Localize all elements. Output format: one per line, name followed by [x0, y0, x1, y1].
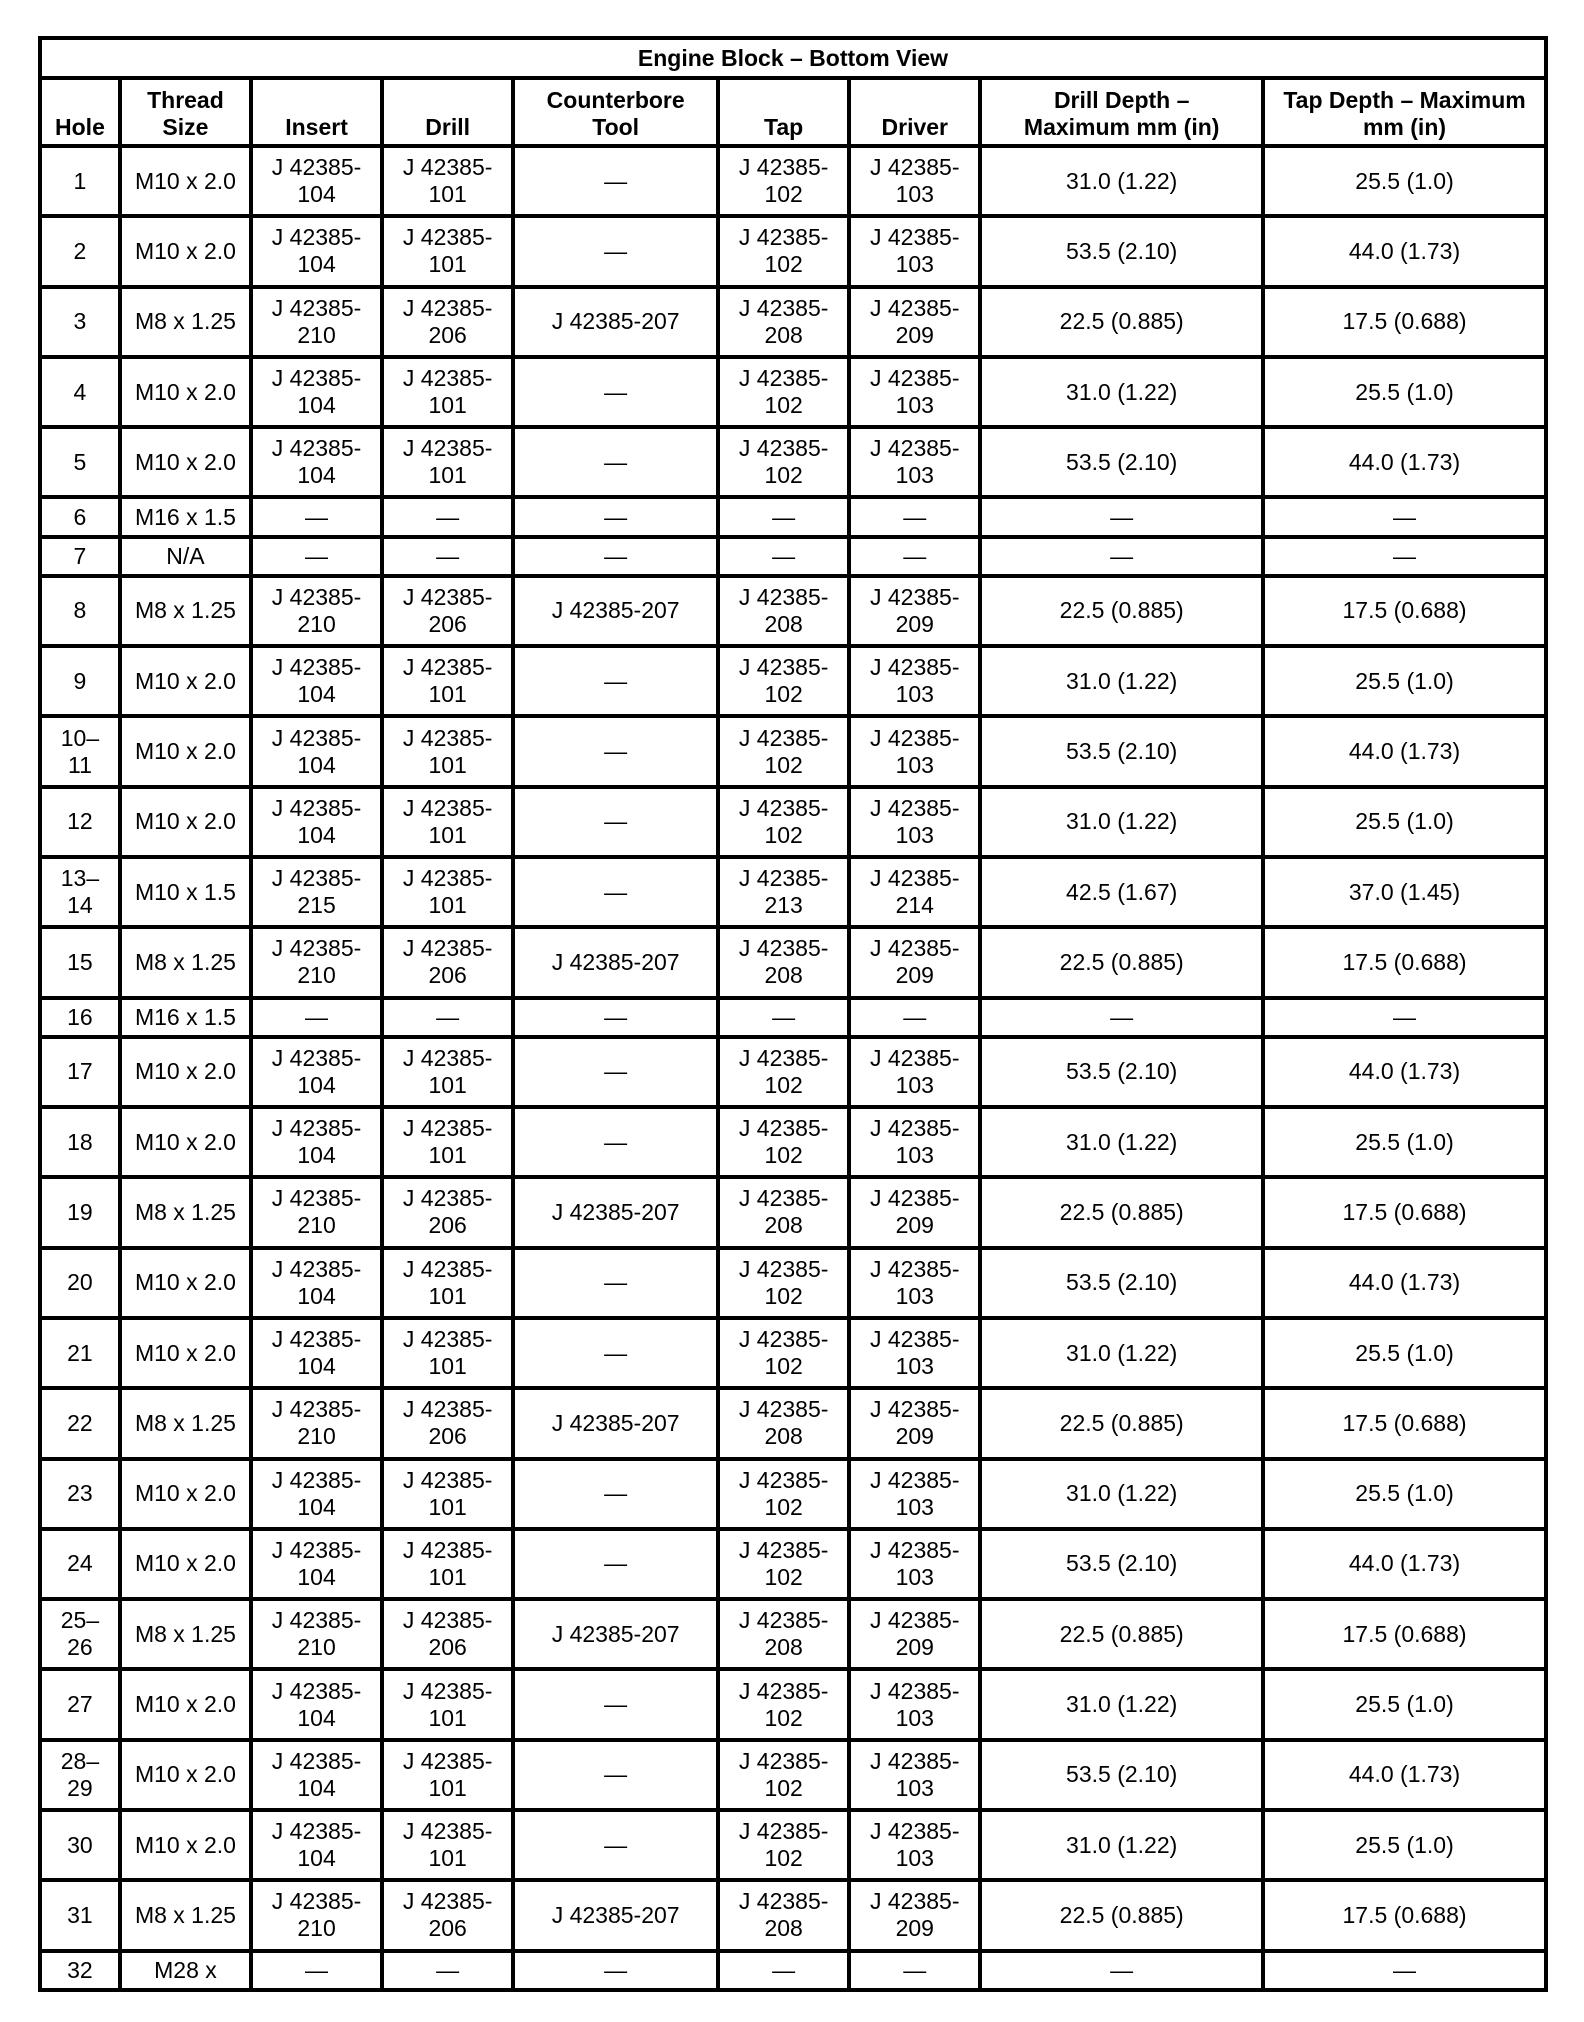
table-row [40, 1740, 1546, 1810]
cell-counterbore-tool: — [513, 1248, 718, 1318]
cell-hole: 30 [40, 1810, 120, 1880]
cell-driver: J 42385- 103 [849, 1037, 980, 1107]
table-row [40, 537, 1546, 576]
cell-drill: J 42385- 101 [382, 857, 513, 927]
engine-block-table [38, 36, 1548, 1992]
cell-counterbore-tool: — [513, 1037, 718, 1107]
cell-hole: 4 [40, 357, 120, 427]
cell-insert: — [251, 1951, 382, 1990]
cell-counterbore-tool: — [513, 427, 718, 497]
cell-drill: J 42385- 101 [382, 427, 513, 497]
cell-counterbore-tool: — [513, 1951, 718, 1990]
cell-hole: 24 [40, 1529, 120, 1599]
table-row [40, 1248, 1546, 1318]
table-row [40, 216, 1546, 286]
cell-driver: J 42385- 103 [849, 216, 980, 286]
cell-driver: — [849, 998, 980, 1037]
cell-thread-size: M8 x 1.25 [120, 1880, 251, 1950]
cell-thread-size: N/A [120, 537, 251, 576]
cell-drill: J 42385- 101 [382, 146, 513, 216]
cell-insert: J 42385- 104 [251, 146, 382, 216]
cell-thread-size: M10 x 2.0 [120, 1810, 251, 1880]
table-row [40, 1529, 1546, 1599]
cell-hole: 21 [40, 1318, 120, 1388]
cell-drill: J 42385- 101 [382, 1669, 513, 1739]
cell-tap-depth: 44.0 (1.73) [1263, 1529, 1546, 1599]
cell-drill: — [382, 1951, 513, 1990]
cell-drill-depth: — [980, 497, 1263, 536]
cell-driver: J 42385- 209 [849, 927, 980, 997]
cell-tap-depth: 44.0 (1.73) [1263, 1037, 1546, 1107]
cell-tap: J 42385- 102 [718, 1740, 849, 1810]
cell-insert: — [251, 998, 382, 1037]
cell-insert: J 42385- 104 [251, 1810, 382, 1880]
cell-insert: J 42385- 210 [251, 1599, 382, 1669]
cell-drill: J 42385- 101 [382, 716, 513, 786]
cell-counterbore-tool: — [513, 1107, 718, 1177]
cell-tap-depth: 17.5 (0.688) [1263, 1177, 1546, 1247]
cell-drill: J 42385- 101 [382, 1318, 513, 1388]
cell-drill-depth: 53.5 (2.10) [980, 1529, 1263, 1599]
cell-driver: J 42385- 103 [849, 1529, 980, 1599]
cell-tap: J 42385- 208 [718, 927, 849, 997]
cell-drill-depth: 22.5 (0.885) [980, 1388, 1263, 1458]
cell-drill: — [382, 998, 513, 1037]
cell-driver: J 42385- 103 [849, 716, 980, 786]
cell-hole: 17 [40, 1037, 120, 1107]
cell-counterbore-tool: J 42385-207 [513, 576, 718, 646]
cell-drill-depth: 42.5 (1.67) [980, 857, 1263, 927]
cell-tap-depth: 25.5 (1.0) [1263, 787, 1546, 857]
cell-thread-size: M10 x 2.0 [120, 1037, 251, 1107]
cell-thread-size: M8 x 1.25 [120, 287, 251, 357]
cell-driver: — [849, 497, 980, 536]
cell-insert: J 42385- 104 [251, 1529, 382, 1599]
cell-driver: J 42385- 103 [849, 1810, 980, 1880]
cell-thread-size: M10 x 2.0 [120, 1740, 251, 1810]
cell-driver: J 42385- 209 [849, 1880, 980, 1950]
cell-insert: J 42385- 210 [251, 1388, 382, 1458]
cell-drill: J 42385- 206 [382, 1599, 513, 1669]
cell-tap: J 42385- 102 [718, 1529, 849, 1599]
cell-drill-depth: 31.0 (1.22) [980, 1318, 1263, 1388]
cell-driver: J 42385- 209 [849, 287, 980, 357]
cell-tap-depth: 44.0 (1.73) [1263, 1740, 1546, 1810]
cell-insert: J 42385- 104 [251, 1318, 382, 1388]
cell-drill-depth: 53.5 (2.10) [980, 1248, 1263, 1318]
cell-counterbore-tool: — [513, 216, 718, 286]
cell-drill-depth: 22.5 (0.885) [980, 1177, 1263, 1247]
table-row [40, 1107, 1546, 1177]
cell-drill-depth: 31.0 (1.22) [980, 646, 1263, 716]
cell-insert: J 42385- 210 [251, 287, 382, 357]
header-drill: Drill [382, 78, 513, 146]
cell-drill: J 42385- 101 [382, 1248, 513, 1318]
cell-hole: 20 [40, 1248, 120, 1318]
header-counterbore-tool: Counterbore Tool [513, 78, 718, 146]
cell-insert: J 42385- 104 [251, 1248, 382, 1318]
cell-drill: J 42385- 101 [382, 1740, 513, 1810]
cell-tap-depth: — [1263, 1951, 1546, 1990]
cell-counterbore-tool: J 42385-207 [513, 1388, 718, 1458]
cell-hole: 28– 29 [40, 1740, 120, 1810]
cell-tap-depth: 17.5 (0.688) [1263, 1388, 1546, 1458]
cell-thread-size: M8 x 1.25 [120, 1388, 251, 1458]
table-row [40, 427, 1546, 497]
cell-driver: J 42385- 103 [849, 146, 980, 216]
cell-drill-depth: — [980, 998, 1263, 1037]
cell-hole: 9 [40, 646, 120, 716]
cell-driver: J 42385- 209 [849, 1599, 980, 1669]
cell-tap: J 42385- 102 [718, 1459, 849, 1529]
cell-tap-depth: 44.0 (1.73) [1263, 716, 1546, 786]
cell-driver: J 42385- 103 [849, 1318, 980, 1388]
cell-counterbore-tool: J 42385-207 [513, 1177, 718, 1247]
cell-driver: J 42385- 103 [849, 787, 980, 857]
cell-tap: — [718, 497, 849, 536]
cell-hole: 32 [40, 1951, 120, 1990]
cell-tap: J 42385- 102 [718, 1669, 849, 1739]
cell-insert: J 42385- 104 [251, 1740, 382, 1810]
header-thread-size: Thread Size [120, 78, 251, 146]
cell-thread-size: M10 x 2.0 [120, 646, 251, 716]
cell-counterbore-tool: — [513, 716, 718, 786]
cell-tap: — [718, 537, 849, 576]
table-row [40, 1599, 1546, 1669]
cell-tap-depth: 25.5 (1.0) [1263, 1459, 1546, 1529]
header-tap: Tap [718, 78, 849, 146]
cell-drill: J 42385- 206 [382, 576, 513, 646]
table-row [40, 1669, 1546, 1739]
table-row [40, 1880, 1546, 1950]
cell-drill: J 42385- 101 [382, 787, 513, 857]
cell-tap-depth: 25.5 (1.0) [1263, 146, 1546, 216]
cell-tap: J 42385- 102 [718, 1318, 849, 1388]
cell-insert: J 42385- 104 [251, 787, 382, 857]
table-row [40, 716, 1546, 786]
cell-drill-depth: 31.0 (1.22) [980, 787, 1263, 857]
cell-drill: J 42385- 101 [382, 1459, 513, 1529]
cell-thread-size: M10 x 2.0 [120, 357, 251, 427]
header-hole: Hole [40, 78, 120, 146]
cell-counterbore-tool: — [513, 357, 718, 427]
cell-insert: J 42385- 215 [251, 857, 382, 927]
cell-hole: 5 [40, 427, 120, 497]
table-row [40, 1459, 1546, 1529]
cell-tap: J 42385- 102 [718, 146, 849, 216]
cell-drill: J 42385- 206 [382, 1177, 513, 1247]
cell-thread-size: M10 x 2.0 [120, 1459, 251, 1529]
cell-counterbore-tool: — [513, 1318, 718, 1388]
cell-driver: J 42385- 214 [849, 857, 980, 927]
cell-insert: J 42385- 104 [251, 716, 382, 786]
cell-tap-depth: — [1263, 998, 1546, 1037]
cell-tap: J 42385- 102 [718, 427, 849, 497]
cell-thread-size: M10 x 2.0 [120, 716, 251, 786]
header-row [40, 78, 1546, 146]
table-row [40, 998, 1546, 1037]
cell-hole: 10– 11 [40, 716, 120, 786]
cell-tap-depth: 17.5 (0.688) [1263, 1599, 1546, 1669]
cell-thread-size: M10 x 2.0 [120, 787, 251, 857]
cell-counterbore-tool: — [513, 1740, 718, 1810]
cell-drill: J 42385- 101 [382, 1107, 513, 1177]
cell-hole: 16 [40, 998, 120, 1037]
cell-drill: — [382, 497, 513, 536]
table-row [40, 1388, 1546, 1458]
cell-tap: J 42385- 208 [718, 287, 849, 357]
cell-counterbore-tool: — [513, 1669, 718, 1739]
cell-tap: J 42385- 102 [718, 646, 849, 716]
cell-counterbore-tool: J 42385-207 [513, 927, 718, 997]
cell-drill-depth: 31.0 (1.22) [980, 1459, 1263, 1529]
header-insert: Insert [251, 78, 382, 146]
cell-tap-depth: 17.5 (0.688) [1263, 287, 1546, 357]
header-drill-depth: Drill Depth – Maximum mm (in) [980, 78, 1263, 146]
cell-counterbore-tool: — [513, 1459, 718, 1529]
cell-drill: J 42385- 101 [382, 357, 513, 427]
cell-driver: J 42385- 103 [849, 1459, 980, 1529]
cell-counterbore-tool: J 42385-207 [513, 1599, 718, 1669]
table-row [40, 646, 1546, 716]
cell-hole: 1 [40, 146, 120, 216]
cell-driver: J 42385- 103 [849, 1248, 980, 1318]
cell-tap: J 42385- 102 [718, 716, 849, 786]
cell-tap: J 42385- 102 [718, 1037, 849, 1107]
table-row [40, 927, 1546, 997]
cell-tap: J 42385- 213 [718, 857, 849, 927]
cell-thread-size: M8 x 1.25 [120, 576, 251, 646]
cell-thread-size: M10 x 2.0 [120, 1248, 251, 1318]
header-tap-depth: Tap Depth – Maximum mm (in) [1263, 78, 1546, 146]
cell-counterbore-tool: — [513, 537, 718, 576]
cell-drill-depth: 53.5 (2.10) [980, 716, 1263, 786]
cell-driver: J 42385- 103 [849, 646, 980, 716]
cell-drill-depth: 31.0 (1.22) [980, 1810, 1263, 1880]
cell-hole: 7 [40, 537, 120, 576]
cell-drill-depth: 22.5 (0.885) [980, 287, 1263, 357]
cell-tap-depth: 25.5 (1.0) [1263, 1669, 1546, 1739]
header-driver: Driver [849, 78, 980, 146]
cell-hole: 27 [40, 1669, 120, 1739]
cell-drill-depth: 31.0 (1.22) [980, 146, 1263, 216]
cell-thread-size: M10 x 1.5 [120, 857, 251, 927]
cell-insert: J 42385- 210 [251, 576, 382, 646]
cell-hole: 12 [40, 787, 120, 857]
table-row [40, 576, 1546, 646]
cell-insert: J 42385- 104 [251, 1107, 382, 1177]
cell-counterbore-tool: — [513, 857, 718, 927]
cell-drill-depth: 31.0 (1.22) [980, 1669, 1263, 1739]
cell-counterbore-tool: — [513, 146, 718, 216]
table-body [40, 146, 1546, 1990]
cell-thread-size: M10 x 2.0 [120, 1529, 251, 1599]
cell-drill-depth: — [980, 1951, 1263, 1990]
table-row [40, 857, 1546, 927]
cell-tap: J 42385- 102 [718, 216, 849, 286]
cell-counterbore-tool: J 42385-207 [513, 1880, 718, 1950]
cell-hole: 15 [40, 927, 120, 997]
cell-tap: J 42385- 102 [718, 357, 849, 427]
cell-tap-depth: — [1263, 537, 1546, 576]
cell-drill: J 42385- 101 [382, 1037, 513, 1107]
cell-tap-depth: 25.5 (1.0) [1263, 1318, 1546, 1388]
cell-tap-depth: 44.0 (1.73) [1263, 216, 1546, 286]
cell-hole: 23 [40, 1459, 120, 1529]
cell-thread-size: M10 x 2.0 [120, 216, 251, 286]
cell-tap-depth: 44.0 (1.73) [1263, 427, 1546, 497]
cell-hole: 3 [40, 287, 120, 357]
cell-thread-size: M10 x 2.0 [120, 146, 251, 216]
cell-counterbore-tool: — [513, 787, 718, 857]
cell-hole: 8 [40, 576, 120, 646]
cell-counterbore-tool: — [513, 1529, 718, 1599]
table-row [40, 1810, 1546, 1880]
cell-drill: J 42385- 206 [382, 1388, 513, 1458]
cell-insert: J 42385- 104 [251, 357, 382, 427]
table-row [40, 1318, 1546, 1388]
cell-driver: J 42385- 103 [849, 427, 980, 497]
cell-tap-depth: 37.0 (1.45) [1263, 857, 1546, 927]
cell-insert: J 42385- 104 [251, 646, 382, 716]
cell-drill-depth: 53.5 (2.10) [980, 1740, 1263, 1810]
cell-tap: J 42385- 208 [718, 1880, 849, 1950]
cell-drill: J 42385- 206 [382, 1880, 513, 1950]
cell-drill-depth: 22.5 (0.885) [980, 927, 1263, 997]
table-row [40, 146, 1546, 216]
cell-tap: J 42385- 102 [718, 1107, 849, 1177]
cell-drill-depth: 53.5 (2.10) [980, 1037, 1263, 1107]
table-row [40, 497, 1546, 536]
cell-driver: J 42385- 103 [849, 1740, 980, 1810]
cell-insert: J 42385- 104 [251, 1459, 382, 1529]
cell-counterbore-tool: — [513, 497, 718, 536]
cell-driver: — [849, 1951, 980, 1990]
cell-drill: J 42385- 101 [382, 1529, 513, 1599]
cell-counterbore-tool: — [513, 998, 718, 1037]
cell-tap-depth: 25.5 (1.0) [1263, 1810, 1546, 1880]
cell-tap-depth: 25.5 (1.0) [1263, 646, 1546, 716]
table-row [40, 287, 1546, 357]
cell-tap-depth: 44.0 (1.73) [1263, 1248, 1546, 1318]
cell-insert: J 42385- 210 [251, 1177, 382, 1247]
table-row [40, 357, 1546, 427]
cell-insert: J 42385- 104 [251, 1669, 382, 1739]
cell-counterbore-tool: — [513, 1810, 718, 1880]
cell-driver: — [849, 537, 980, 576]
cell-counterbore-tool: J 42385-207 [513, 287, 718, 357]
cell-driver: J 42385- 209 [849, 1177, 980, 1247]
cell-drill: J 42385- 101 [382, 646, 513, 716]
cell-thread-size: M10 x 2.0 [120, 1107, 251, 1177]
cell-hole: 18 [40, 1107, 120, 1177]
cell-tap: J 42385- 208 [718, 1599, 849, 1669]
cell-driver: J 42385- 103 [849, 357, 980, 427]
table-row [40, 787, 1546, 857]
cell-insert: — [251, 537, 382, 576]
table-row [40, 1177, 1546, 1247]
cell-thread-size: M16 x 1.5 [120, 998, 251, 1037]
cell-drill-depth: 31.0 (1.22) [980, 1107, 1263, 1177]
cell-driver: J 42385- 209 [849, 576, 980, 646]
cell-drill: J 42385- 206 [382, 927, 513, 997]
cell-drill: J 42385- 206 [382, 287, 513, 357]
cell-drill: J 42385- 101 [382, 1810, 513, 1880]
cell-driver: J 42385- 103 [849, 1107, 980, 1177]
cell-thread-size: M10 x 2.0 [120, 427, 251, 497]
cell-tap-depth: 17.5 (0.688) [1263, 1880, 1546, 1950]
cell-thread-size: M8 x 1.25 [120, 1177, 251, 1247]
table-row [40, 1951, 1546, 1990]
cell-drill: — [382, 537, 513, 576]
cell-drill: J 42385- 101 [382, 216, 513, 286]
cell-drill-depth: 31.0 (1.22) [980, 357, 1263, 427]
cell-tap: J 42385- 102 [718, 1810, 849, 1880]
cell-hole: 31 [40, 1880, 120, 1950]
cell-tap: — [718, 1951, 849, 1990]
cell-tap-depth: 25.5 (1.0) [1263, 1107, 1546, 1177]
cell-insert: J 42385- 104 [251, 216, 382, 286]
cell-hole: 25– 26 [40, 1599, 120, 1669]
cell-drill-depth: 53.5 (2.10) [980, 216, 1263, 286]
cell-drill-depth: 22.5 (0.885) [980, 1599, 1263, 1669]
cell-tap: — [718, 998, 849, 1037]
cell-drill-depth: 22.5 (0.885) [980, 576, 1263, 646]
cell-thread-size: M8 x 1.25 [120, 1599, 251, 1669]
cell-drill-depth: 22.5 (0.885) [980, 1880, 1263, 1950]
cell-tap-depth: 25.5 (1.0) [1263, 357, 1546, 427]
cell-insert: J 42385- 210 [251, 1880, 382, 1950]
cell-counterbore-tool: — [513, 646, 718, 716]
cell-driver: J 42385- 103 [849, 1669, 980, 1739]
cell-drill-depth: — [980, 537, 1263, 576]
cell-hole: 13– 14 [40, 857, 120, 927]
cell-hole: 22 [40, 1388, 120, 1458]
cell-thread-size: M10 x 2.0 [120, 1318, 251, 1388]
cell-hole: 2 [40, 216, 120, 286]
cell-tap: J 42385- 208 [718, 1177, 849, 1247]
table-title: Engine Block – Bottom View [40, 38, 1546, 78]
cell-insert: — [251, 497, 382, 536]
cell-tap: J 42385- 208 [718, 1388, 849, 1458]
cell-tap-depth: 17.5 (0.688) [1263, 927, 1546, 997]
cell-tap-depth: — [1263, 497, 1546, 536]
cell-hole: 19 [40, 1177, 120, 1247]
cell-thread-size: M28 x [120, 1951, 251, 1990]
table-row [40, 1037, 1546, 1107]
cell-insert: J 42385- 104 [251, 1037, 382, 1107]
cell-drill-depth: 53.5 (2.10) [980, 427, 1263, 497]
cell-driver: J 42385- 209 [849, 1388, 980, 1458]
cell-hole: 6 [40, 497, 120, 536]
cell-tap-depth: 17.5 (0.688) [1263, 576, 1546, 646]
cell-insert: J 42385- 104 [251, 427, 382, 497]
cell-insert: J 42385- 210 [251, 927, 382, 997]
cell-tap: J 42385- 102 [718, 787, 849, 857]
cell-thread-size: M16 x 1.5 [120, 497, 251, 536]
cell-tap: J 42385- 208 [718, 576, 849, 646]
cell-thread-size: M10 x 2.0 [120, 1669, 251, 1739]
cell-thread-size: M8 x 1.25 [120, 927, 251, 997]
cell-tap: J 42385- 102 [718, 1248, 849, 1318]
